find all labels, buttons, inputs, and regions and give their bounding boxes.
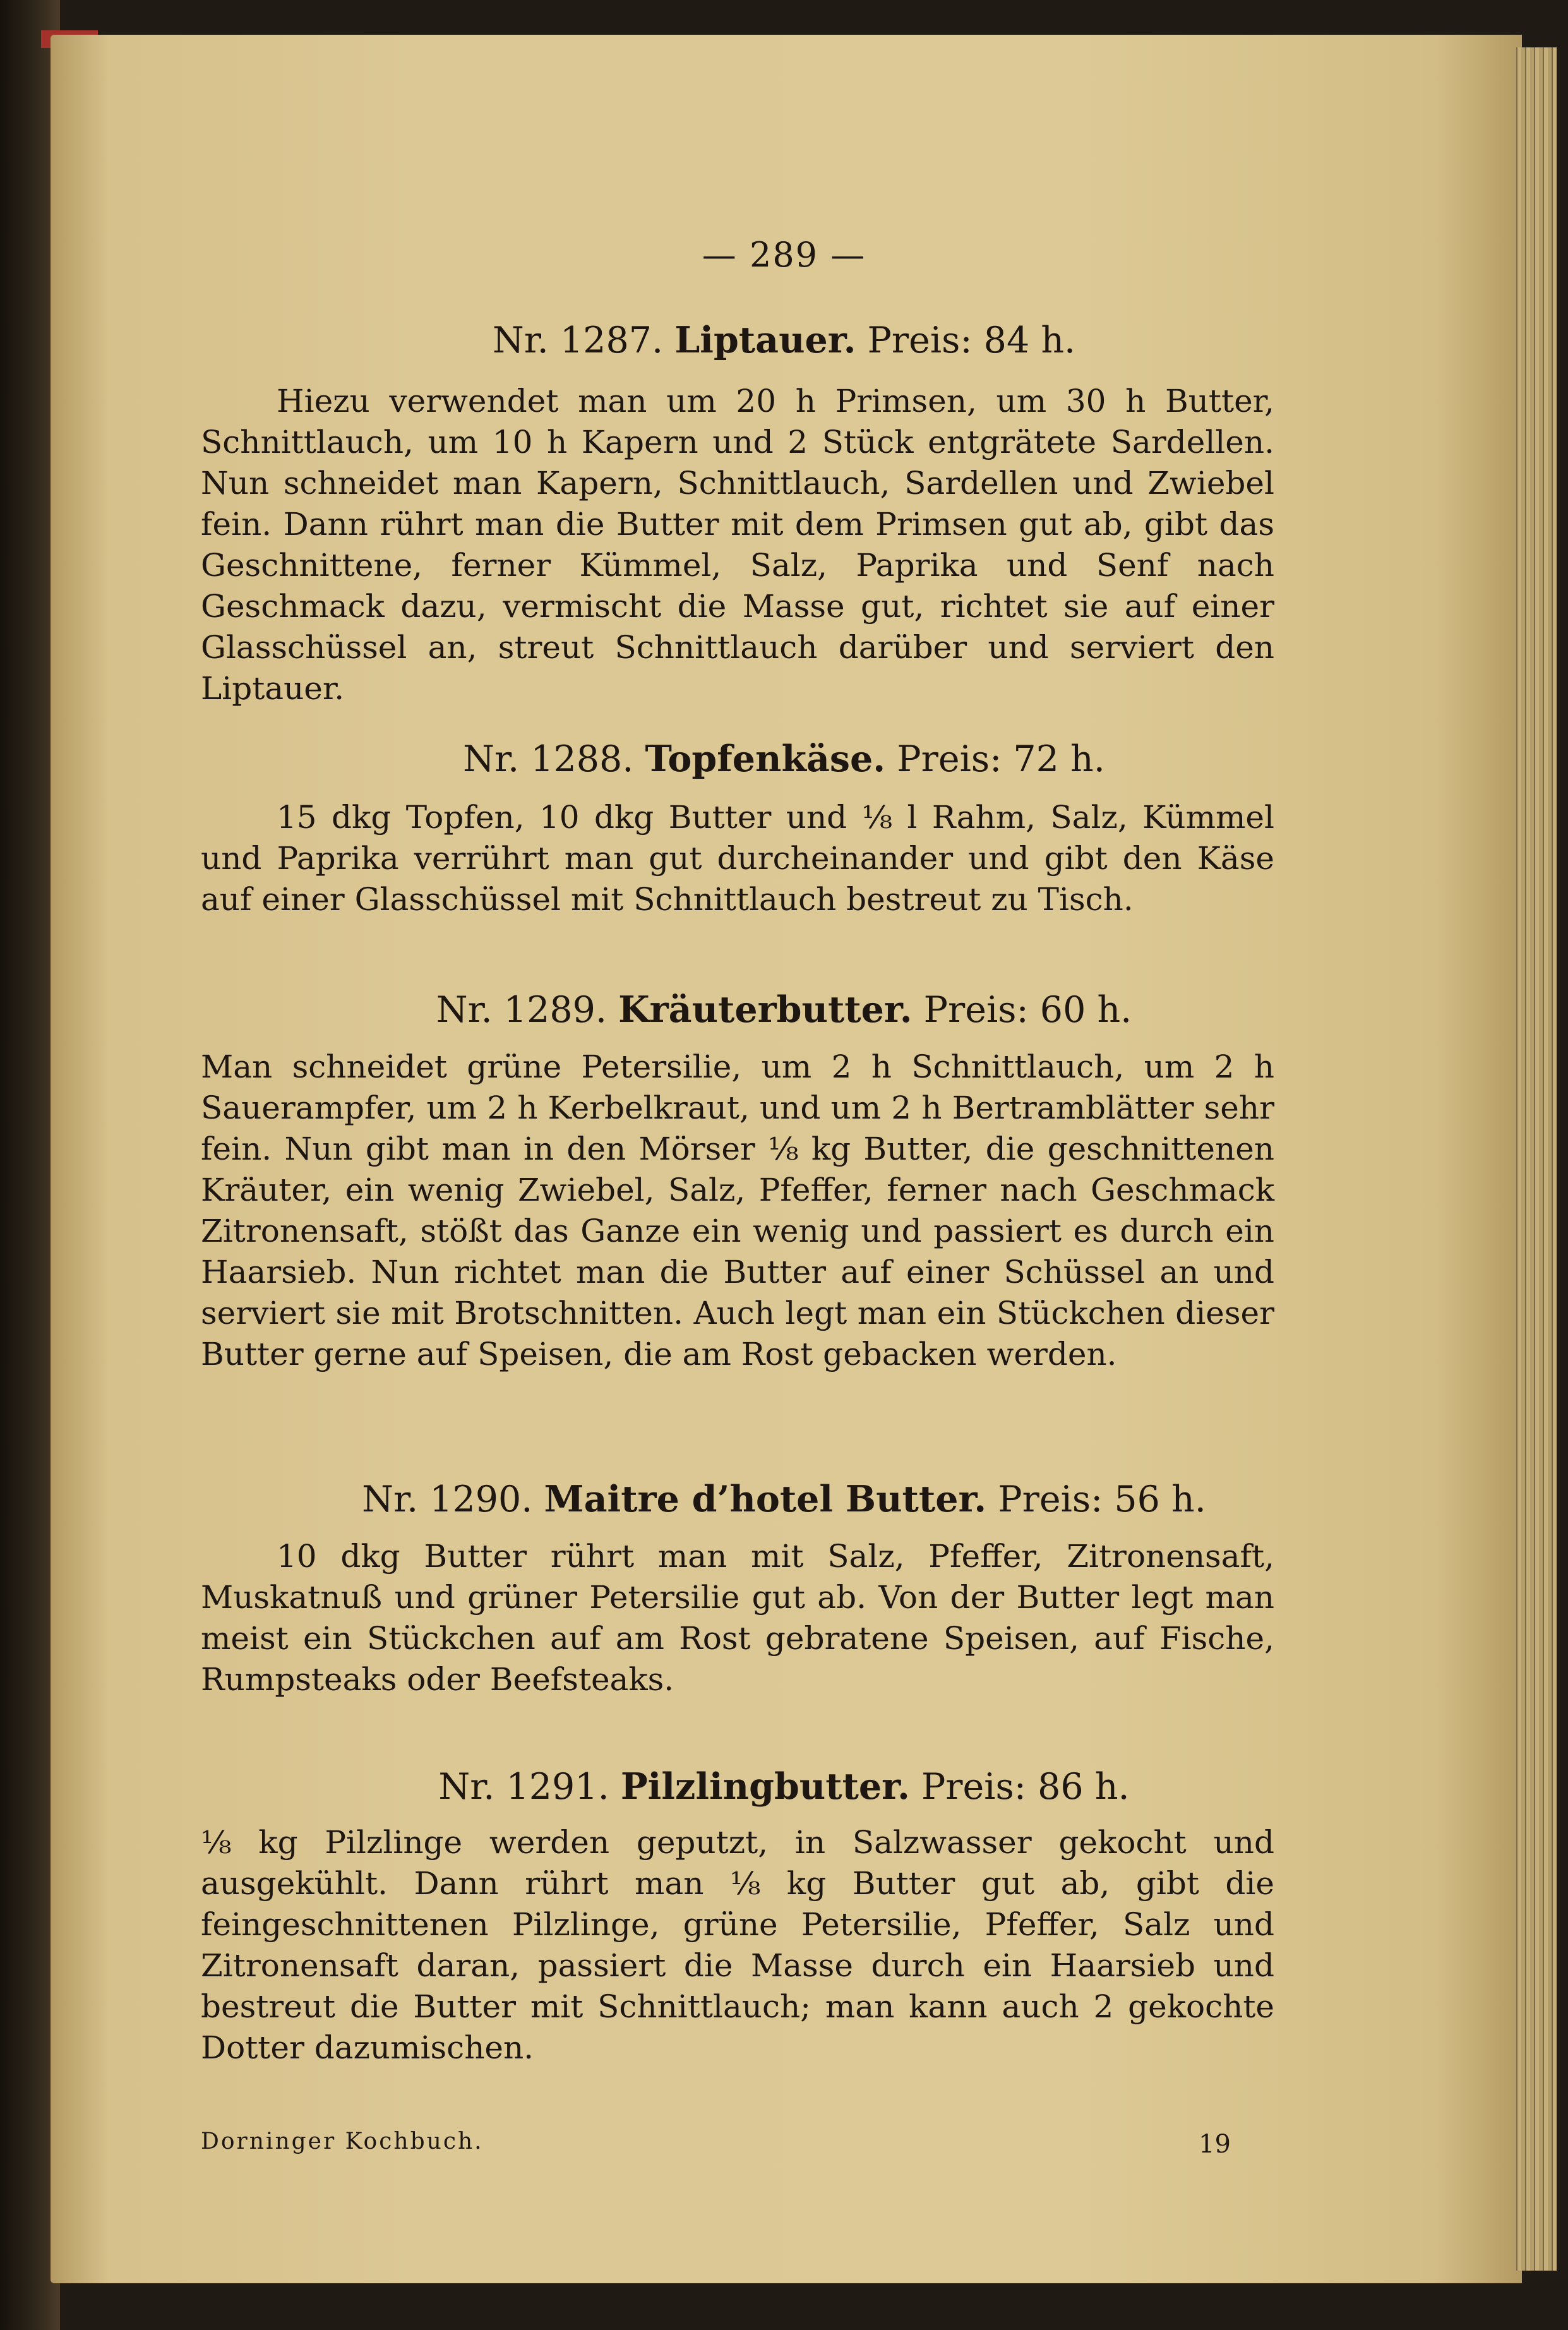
recipe-title: Pilzlingbutter. bbox=[620, 1765, 910, 1808]
recipe-heading-1288 bbox=[0, 738, 1568, 780]
recipe-price: Preis: 72 h. bbox=[897, 738, 1105, 780]
recipe-number: Nr. 1291. bbox=[438, 1766, 609, 1808]
recipe-title: Maitre d’hotel Butter. bbox=[544, 1478, 987, 1520]
recipe-text-1289: Man schneidet grüne Petersilie, um 2 h Schnittlauch, um 2 h Sauerampfer, um 2 h Kerbelkraut, und um 2 h Bertramblätter sehr fein. Nun gibt man in den Mörser ⅛ kg Butter, die geschnittenen Kräuter, ein wenig Zwiebel, Salz, Pfeffer, ferner nach Geschmack Zitronensaft, stößt das Ganze ein wenig und passiert es durch ein Haarsieb. Nun richtet man die Butter auf einer Schüssel an und serviert sie mit Brotschnitten. Auch legt man ein Stückchen dieser Butter gerne auf Speisen, die am Rost gebacken werden. bbox=[201, 1048, 1274, 1372]
footer-signature: Dorninger Kochbuch. bbox=[201, 2129, 484, 2154]
footer-sheet-number: 19 bbox=[1199, 2130, 1231, 2159]
recipe-title: Topfenkäse. bbox=[645, 738, 886, 780]
recipe-number: Nr. 1290. bbox=[362, 1479, 533, 1520]
page-edges bbox=[1512, 47, 1557, 2271]
recipe-price: Preis: 84 h. bbox=[867, 320, 1076, 361]
recipe-text-1290: 10 dkg Butter rührt man mit Salz, Pfeffer, Zitronensaft, Muskatnuß und grüner Petersilie gut ab. Von der Butter legt man meist ein Stückchen auf am Rost gebratene Speisen, auf Fische, Rumpsteaks oder Beefsteaks. bbox=[201, 1538, 1274, 1698]
recipe-price: Preis: 86 h. bbox=[921, 1766, 1130, 1808]
recipe-text-1287: Hiezu verwendet man um 20 h Primsen, um 30 h Butter, Schnittlauch, um 10 h Kapern und 2 Stück entgrätete Sardellen. Nun schneidet man Kapern, Schnittlauch, Sardellen und Zwiebel fein. Dann rührt man die Butter mit dem Primsen gut ab, gibt das Geschnittene, ferner Kümmel, Salz, Paprika und Senf nach Geschmack dazu, vermischt die Masse gut, richtet sie auf einer Glasschüssel an, streut Schnittlauch darüber und serviert den Liptauer. bbox=[201, 383, 1274, 707]
recipe-text-1288: 15 dkg Topfen, 10 dkg Butter und ⅛ l Rahm, Salz, Kümmel und Paprika verrührt man gut durcheinander und gibt den Käse auf einer Glasschüssel mit Schnittlauch bestreut zu Tisch. bbox=[201, 799, 1274, 918]
recipe-number: Nr. 1288. bbox=[463, 738, 634, 780]
recipe-heading-1289 bbox=[0, 988, 1568, 1031]
recipe-heading-1290 bbox=[0, 1478, 1568, 1520]
recipe-price: Preis: 60 h. bbox=[923, 989, 1132, 1031]
recipe-number: Nr. 1287. bbox=[492, 320, 664, 361]
recipe-text-1291: ⅛ kg Pilzlinge werden geputzt, in Salzwasser gekocht und ausgekühlt. Dann rührt man ⅛ kg Butter gut ab, gibt die feingeschnittenen Pilzlinge, grüne Petersilie, Pfeffer, Salz und Zitronensaft daran, passiert die Masse durch ein Haarsieb und bestreut die Butter mit Schnittlauch; man kann auch 2 gekochte Dotter dazumischen. bbox=[201, 1824, 1274, 2066]
recipe-heading-1291 bbox=[0, 1765, 1568, 1808]
recipe-heading-1287 bbox=[0, 319, 1568, 361]
recipe-price: Preis: 56 h. bbox=[998, 1479, 1206, 1520]
recipe-title: Liptauer. bbox=[674, 319, 856, 361]
recipe-title: Kräuterbutter. bbox=[618, 988, 913, 1031]
recipe-number: Nr. 1289. bbox=[436, 989, 607, 1031]
page-number: — 289 — bbox=[702, 235, 866, 275]
